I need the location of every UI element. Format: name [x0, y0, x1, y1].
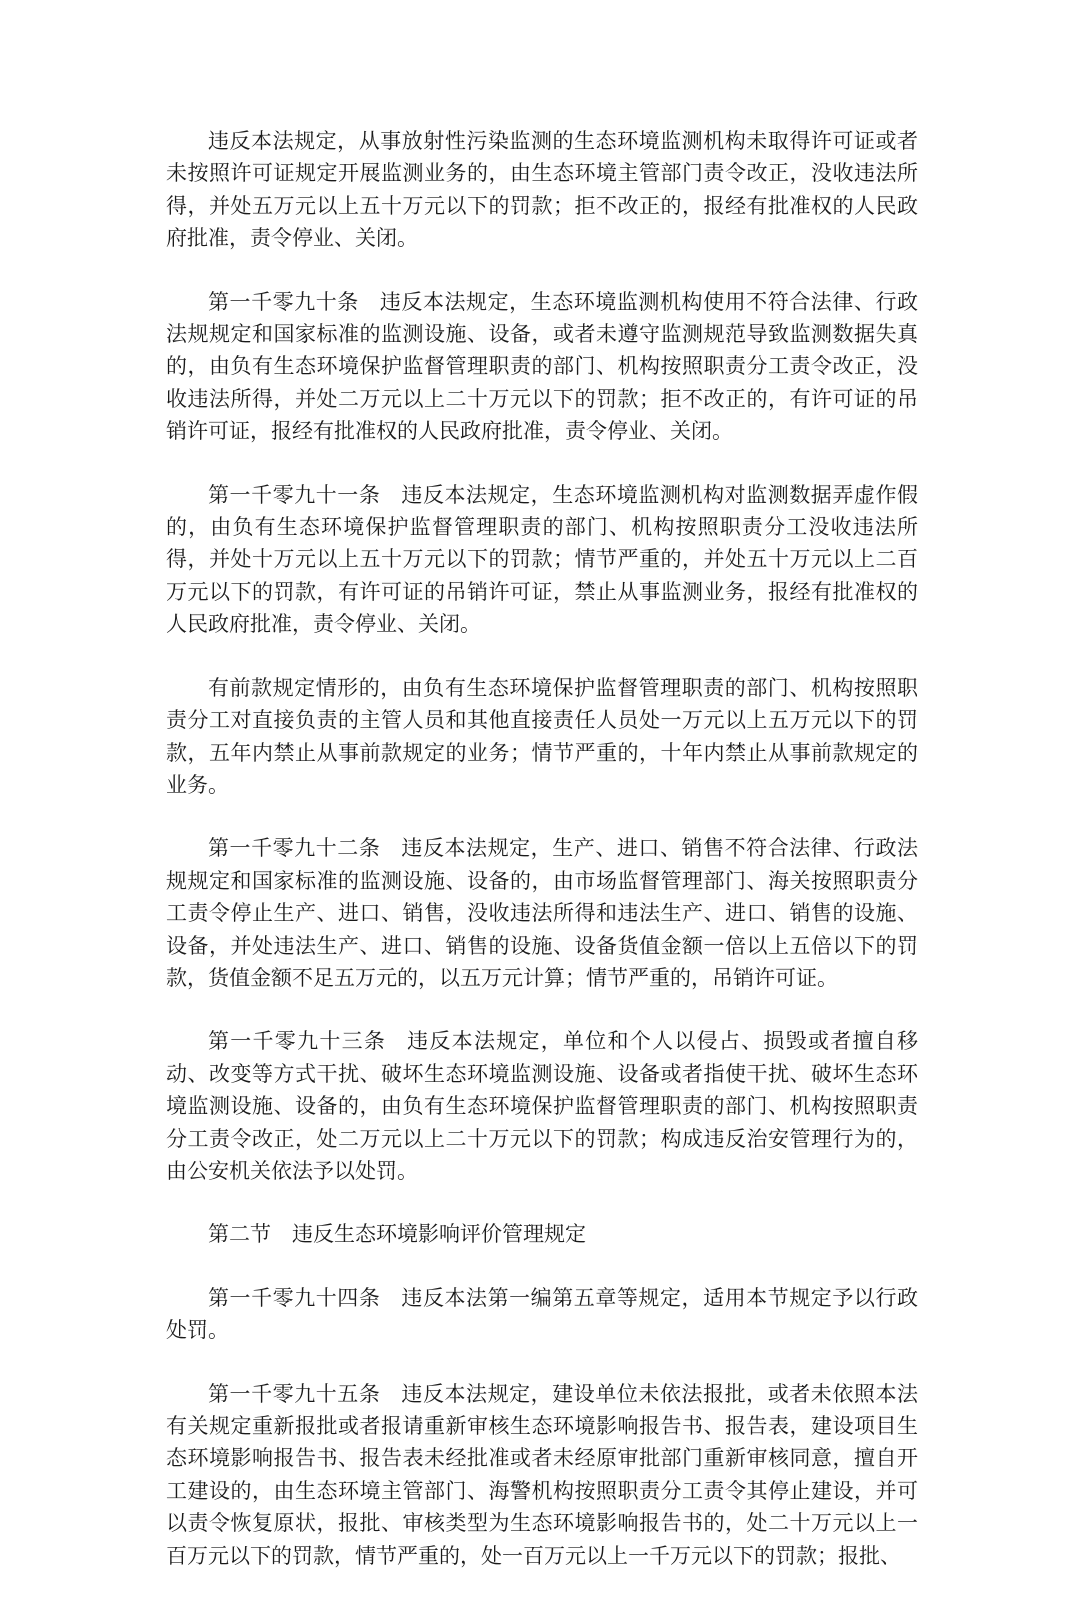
article-text: 违反本法规定，生态环境监测机构使用不符合法律、行政法规规定和国家标准的监测设施、设备，或者未遵守监测规范导致监测数据失真的，由负有生态环境保护监督管理职责的部门、机构按照职责分工责令改正，没收违法所得，并处二万元以上二十万元以下的罚款；拒不改正的，有许可证的吊销许可证，报经有批准权的人民政府批准，责令停业、关闭。	[166, 289, 919, 444]
section-number: 第二节	[208, 1222, 271, 1247]
article-text: 违反本法规定，生态环境监测机构对监测数据弄虚作假的，由负有生态环境保护监督管理职责的部门、机构按照职责分工没收违法所得，并处十万元以上五十万元以下的罚款；情节严重的，并处五十万元以上二百万元以下的罚款，有许可证的吊销许可证，禁止从事监测业务，报经有批准权的人民政府批准，责令停业、关闭。	[166, 482, 919, 637]
article-1091-second-paragraph	[166, 672, 918, 802]
article-text: 违反本法规定，生产、进口、销售不符合法律、行政法规规定和国家标准的监测设施、设备的，由市场监督管理部门、海关按照职责分工责令停止生产、进口、销售，没收违法所得和违法生产、进口、销售的设施、设备，并处违法生产、进口、销售的设施、设备货值金额一倍以上五倍以下的罚款，货值金额不足五万元的，以五万元计算；情节严重的，吊销许可证。	[166, 836, 919, 990]
section-title: 违反生态环境影响评价管理规定	[292, 1222, 586, 1247]
section-heading	[166, 1218, 918, 1250]
article-heading: 第一千零九十五条	[208, 1381, 381, 1406]
article-heading: 第一千零九十三条	[208, 1029, 387, 1054]
paragraph-text: 有前款规定情形的，由负有生态环境保护监督管理职责的部门、机构按照职责分工对直接负责的主管人员和其他直接责任人员处一万元以上五万元以下的罚款，五年内禁止从事前款规定的业务；情节严重的，十年内禁止从事前款规定的业务。	[166, 675, 918, 797]
article-1093	[166, 1025, 918, 1187]
article-1090	[166, 286, 918, 448]
article-text: 违反本法第一编第五章等规定，适用本节规定予以行政处罚。	[166, 1285, 919, 1343]
article-1092	[166, 832, 918, 994]
article-heading: 第一千零九十四条	[208, 1285, 381, 1310]
article-heading: 第一千零九十一条	[208, 482, 381, 507]
article-heading: 第一千零九十条	[208, 289, 359, 314]
article-text: 违反本法规定，建设单位未依法报批，或者未依照本法有关规定重新报批或者报请重新审核生态环境影响报告书、报告表，建设项目生态环境影响报告书、报告表未经批准或者未经原审批部门重新审核同意，擅自开工建设的，由生态环境主管部门、海警机构按照职责分工责令其停止建设，并可以责令恢复原状，报批、审核类型为生态环境影响报告书的，处二十万元以上一百万元以下的罚款，情节严重的，处一百万元以上一千万元以下的罚款；报批、	[166, 1381, 919, 1568]
article-text: 违反本法规定，单位和个人以侵占、损毁或者擅自移动、改变等方式干扰、破坏生态环境监测设施、设备或者指使干扰、破坏生态环境监测设施、设备的，由负有生态环境保护监督管理职责的部门、机构按照职责分工责令改正，处二万元以上二十万元以下的罚款；构成违反治安管理行为的，由公安机关依法予以处罚。	[166, 1029, 919, 1183]
article-1095	[166, 1378, 918, 1572]
article-1091	[166, 479, 918, 641]
paragraph-text: 违反本法规定，从事放射性污染监测的生态环境监测机构未取得许可证或者未按照许可证规定开展监测业务的，由生态环境主管部门责令改正，没收违法所得，并处五万元以上五十万元以下的罚款；拒不改正的，报经有批准权的人民政府批准，责令停业、关闭。	[166, 129, 918, 251]
paragraph-continuation	[166, 125, 918, 255]
document-page	[166, 125, 918, 1603]
article-1094	[166, 1282, 918, 1347]
article-heading: 第一千零九十二条	[208, 836, 381, 861]
